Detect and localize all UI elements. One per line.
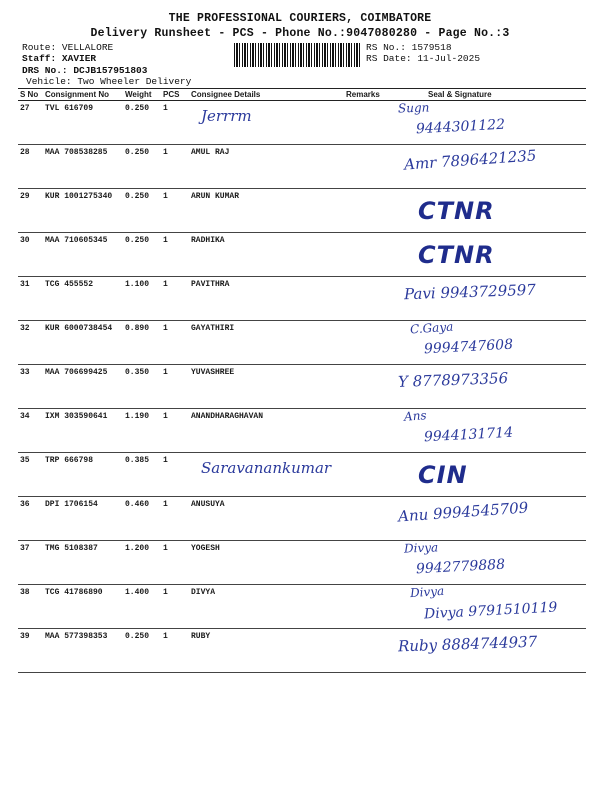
rs-date-line — [366, 53, 480, 64]
cell-consignment: IXM 303590641 — [43, 409, 123, 453]
cell-signature — [388, 497, 586, 541]
cell-consignee — [189, 101, 344, 145]
signature-line-1: Divya — [409, 583, 445, 601]
cell-signature — [388, 629, 586, 673]
cell-remarks — [344, 145, 388, 189]
cell-weight: 1.400 — [123, 585, 161, 629]
cell-remarks — [344, 365, 388, 409]
cell-consignment: TMG 5108387 — [43, 541, 123, 585]
signature-line-1: Ans — [403, 408, 428, 424]
cell-consignee — [189, 497, 344, 541]
consignee-name: ANANDHARAGHAVAN — [191, 412, 264, 421]
cell-pcs: 1 — [161, 321, 189, 365]
table-row — [18, 277, 586, 321]
cell-weight: 0.250 — [123, 233, 161, 277]
table-row — [18, 321, 586, 365]
col-consignee: Consignee Details — [189, 89, 344, 101]
consignee-name: AMUL RAJ — [191, 148, 230, 157]
consignee-name: DIVYA — [191, 588, 216, 597]
cell-weight: 0.250 — [123, 189, 161, 233]
cell-weight: 1.190 — [123, 409, 161, 453]
table-header-row — [18, 89, 586, 101]
vehicle-line — [26, 76, 191, 87]
company-title: THE PROFESSIONAL COURIERS, COIMBATORE — [168, 12, 432, 25]
consignee-name: ARUN KUMAR — [191, 192, 240, 201]
cell-consignment: MAA 710605345 — [43, 233, 123, 277]
cell-consignee — [189, 321, 344, 365]
cell-signature — [388, 453, 586, 497]
cell-signature — [388, 321, 586, 365]
drs-line — [22, 65, 147, 76]
cell-remarks — [344, 453, 388, 497]
signature-line-2: Divya 9791510119 — [423, 599, 558, 623]
vehicle-value: Two Wheeler Delivery — [77, 76, 192, 87]
table-row — [18, 233, 586, 277]
cell-weight: 1.200 — [123, 541, 161, 585]
signature-line-1: Y 8778973356 — [397, 369, 509, 391]
handwritten-consignee: Saravanankumar — [201, 459, 332, 477]
cell-remarks — [344, 101, 388, 145]
cell-consignee — [189, 409, 344, 453]
cell-consignment: KUR 6000738454 — [43, 321, 123, 365]
cell-sno: 34 — [18, 409, 43, 453]
cell-sno: 36 — [18, 497, 43, 541]
signature-line-1: Divya — [403, 540, 439, 556]
cell-sno: 27 — [18, 101, 43, 145]
cell-consignment: DPI 1706154 — [43, 497, 123, 541]
col-remarks: Remarks — [344, 89, 388, 101]
cell-sno: 39 — [18, 629, 43, 673]
col-consignment: Consignment No — [43, 89, 123, 101]
signature-line-1: Anu 9994545709 — [397, 498, 529, 526]
rs-date-label: RS Date: — [366, 53, 412, 64]
cell-pcs: 1 — [161, 629, 189, 673]
cell-signature — [388, 233, 586, 277]
runsheet-table — [18, 88, 586, 673]
table-row — [18, 497, 586, 541]
signature-line-1: CTNR — [418, 197, 495, 225]
cell-weight: 0.890 — [123, 321, 161, 365]
consignee-name: YUVASHREE — [191, 368, 235, 377]
cell-weight: 0.250 — [123, 145, 161, 189]
table-row — [18, 453, 586, 497]
cell-weight: 0.250 — [123, 629, 161, 673]
consignee-name: GAYATHIRI — [191, 324, 235, 333]
rs-no-label: RS No.: — [366, 42, 406, 53]
cell-signature — [388, 145, 586, 189]
cell-pcs: 1 — [161, 365, 189, 409]
drs-label: DRS No.: — [22, 65, 68, 76]
cell-weight: 1.100 — [123, 277, 161, 321]
cell-signature — [388, 365, 586, 409]
table-row — [18, 629, 586, 673]
cell-remarks — [344, 585, 388, 629]
cell-signature — [388, 277, 586, 321]
cell-pcs: 1 — [161, 409, 189, 453]
cell-pcs: 1 — [161, 189, 189, 233]
cell-remarks — [344, 541, 388, 585]
col-weight: Weight — [123, 89, 161, 101]
staff-value: XAVIER — [61, 53, 97, 64]
signature-line-2: 9944131714 — [423, 424, 514, 446]
signature-line-2: 9942779888 — [415, 556, 506, 578]
cell-weight: 0.250 — [123, 101, 161, 145]
cell-consignee — [189, 453, 344, 497]
signature-line-1: Amr 7896421235 — [403, 146, 537, 174]
cell-remarks — [344, 321, 388, 365]
handwritten-consignee: Jerrrm — [201, 107, 252, 125]
cell-sno: 33 — [18, 365, 43, 409]
cell-pcs: 1 — [161, 145, 189, 189]
staff-line — [22, 53, 96, 64]
signature-line-1: Ruby 8884744937 — [397, 632, 538, 656]
cell-remarks — [344, 629, 388, 673]
cell-consignee — [189, 365, 344, 409]
table-row — [18, 409, 586, 453]
signature-line-1: CTNR — [418, 241, 495, 269]
cell-pcs: 1 — [161, 453, 189, 497]
consignee-name: ANUSUYA — [191, 500, 225, 509]
signature-line-2: 9994747608 — [423, 336, 514, 358]
signature-line-1: CIN — [418, 461, 468, 489]
cell-consignment: MAA 706699425 — [43, 365, 123, 409]
cell-consignment: TRP 666798 — [43, 453, 123, 497]
cell-pcs: 1 — [161, 585, 189, 629]
cell-consignee — [189, 541, 344, 585]
cell-consignment: TCG 41786890 — [43, 585, 123, 629]
cell-pcs: 1 — [161, 101, 189, 145]
runsheet-subtitle: Delivery Runsheet - PCS - Phone No.:9047080280 - Page No.:3 — [90, 27, 510, 40]
cell-weight: 0.385 — [123, 453, 161, 497]
rs-date-value: 11-Jul-2025 — [417, 53, 481, 64]
cell-consignment: MAA 577398353 — [43, 629, 123, 673]
cell-consignee — [189, 629, 344, 673]
consignee-name: RADHIKA — [191, 236, 225, 245]
cell-remarks — [344, 233, 388, 277]
staff-label: Staff: — [22, 53, 57, 64]
cell-signature — [388, 101, 586, 145]
cell-weight: 0.350 — [123, 365, 161, 409]
drs-value: DCJB157951803 — [73, 65, 148, 76]
cell-remarks — [344, 277, 388, 321]
cell-remarks — [344, 497, 388, 541]
table-row — [18, 541, 586, 585]
route-value: VELLALORE — [61, 42, 114, 53]
cell-consignment: TVL 616709 — [43, 101, 123, 145]
rs-no-value: 1579518 — [411, 42, 452, 53]
signature-line-1: Pavi 9943729597 — [403, 280, 537, 304]
route-line — [22, 42, 113, 53]
cell-sno: 32 — [18, 321, 43, 365]
cell-sno: 37 — [18, 541, 43, 585]
cell-pcs: 1 — [161, 233, 189, 277]
cell-consignee — [189, 189, 344, 233]
col-signature: Seal & Signature — [388, 89, 586, 101]
col-sno: S No — [18, 89, 43, 101]
route-label: Route: — [22, 42, 57, 53]
signature-line-2: 9444301122 — [415, 116, 506, 138]
cell-consignee — [189, 585, 344, 629]
table-row — [18, 585, 586, 629]
cell-signature — [388, 585, 586, 629]
table-row — [18, 101, 586, 145]
vehicle-label: Vehicle: — [26, 76, 72, 87]
cell-signature — [388, 409, 586, 453]
signature-line-1: Sugn — [397, 100, 430, 116]
col-pcs: PCS — [161, 89, 189, 101]
table-row — [18, 145, 586, 189]
consignee-name: PAVITHRA — [191, 280, 230, 289]
cell-pcs: 1 — [161, 497, 189, 541]
cell-consignment: TCG 455552 — [43, 277, 123, 321]
cell-pcs: 1 — [161, 277, 189, 321]
cell-sno: 31 — [18, 277, 43, 321]
table-row — [18, 365, 586, 409]
consignee-name: RUBY — [191, 632, 211, 641]
cell-consignment: MAA 708538285 — [43, 145, 123, 189]
cell-sno: 29 — [18, 189, 43, 233]
cell-sno: 30 — [18, 233, 43, 277]
barcode — [234, 43, 360, 67]
cell-consignment: KUR 1001275340 — [43, 189, 123, 233]
cell-consignee — [189, 277, 344, 321]
cell-sno: 28 — [18, 145, 43, 189]
consignee-name: YOGESH — [191, 544, 220, 553]
cell-sno: 38 — [18, 585, 43, 629]
rs-no-line — [366, 42, 452, 53]
cell-signature — [388, 541, 586, 585]
signature-line-1: C.Gaya — [409, 319, 454, 337]
cell-remarks — [344, 409, 388, 453]
cell-signature — [388, 189, 586, 233]
cell-remarks — [344, 189, 388, 233]
table-row — [18, 189, 586, 233]
cell-pcs: 1 — [161, 541, 189, 585]
cell-consignee — [189, 145, 344, 189]
cell-sno: 35 — [18, 453, 43, 497]
cell-consignee — [189, 233, 344, 277]
cell-weight: 0.460 — [123, 497, 161, 541]
